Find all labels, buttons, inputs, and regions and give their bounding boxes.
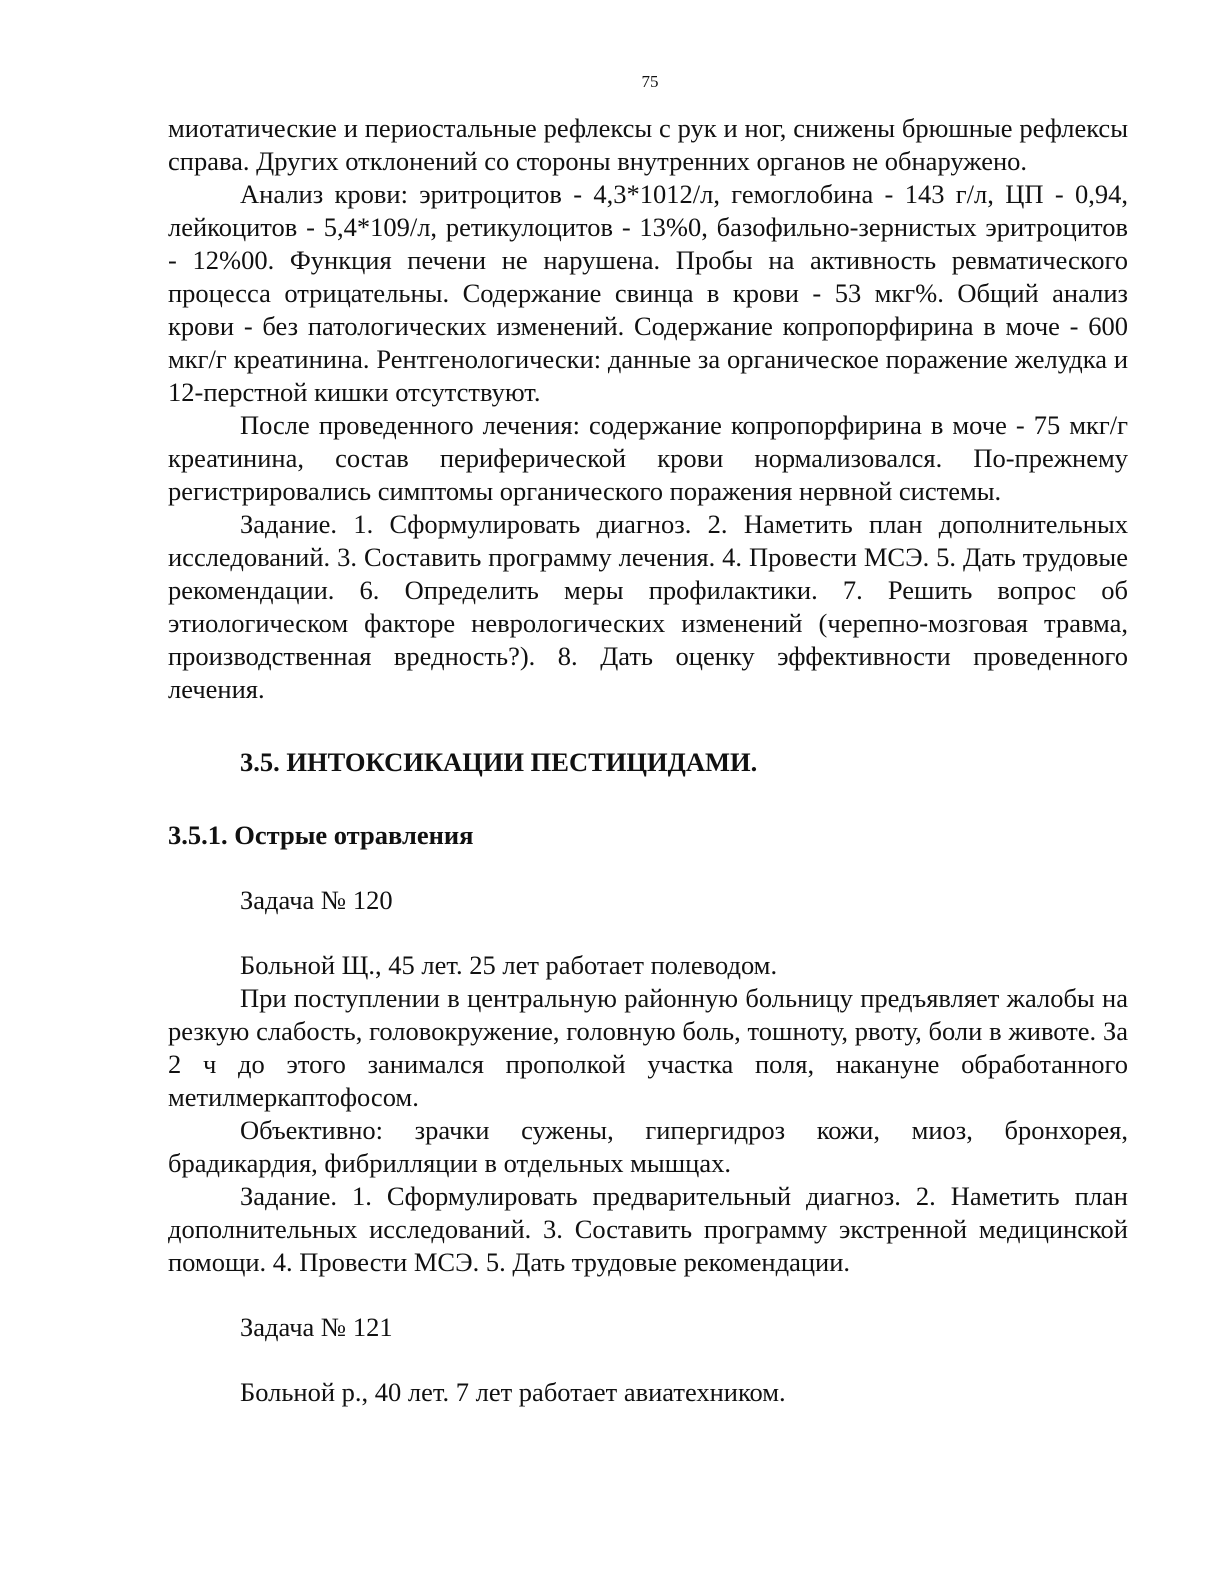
task-120-title: Задача № 120 <box>240 885 393 915</box>
page-number: 75 <box>641 72 659 91</box>
paragraph-after-treatment: После проведенного лечения: содержание копропорфирина в моче - 75 мкг/г креатинина, состав периферической крови нормализовался. По-прежнему регистрировались симптомы органического поражения нервной системы. <box>168 410 1128 506</box>
section-title: 3.5. ИНТОКСИКАЦИИ ПЕСТИЦИДАМИ. <box>240 747 758 777</box>
paragraph-blood-analysis: Анализ крови: эритроцитов - 4,3*1012/л, гемоглобина - 143 г/л, ЦП - 0,94, лейкоцитов - 5,4*109/л, ретикулоцитов - 13%0, базофильно-зернистых эритроцитов - 12%00. Функция печени не нарушена. Пробы на активность ревматического процесса отрицательны. Содержание свинца в крови - 53 мкг%. Общий анализ крови - без патологических изменений. Содержание копропорфирина в моче - 600 мкг/г креатинина. Рентгенологически: данные за органическое поражение желудка и 12-перстной кишки отсутствуют. <box>168 179 1128 407</box>
task-120-complaints: При поступлении в центральную районную больницу предъявляет жалобы на резкую слабость, головокружение, головную боль, тошноту, рвоту, боли в животе. За 2 ч до этого занимался прополкой участка поля, накануне обработанного метилмеркаптофосом. <box>168 983 1128 1112</box>
page-content <box>168 112 1128 1409</box>
task-120-objective: Объективно: зрачки сужены, гипергидроз кожи, миоз, бронхорея, брадикардия, фибрилляции в отдельных мышцах. <box>168 1115 1128 1178</box>
paragraph-reflexes: миотатические и периостальные рефлексы с рук и ног, снижены брюшные рефлексы справа. Других отклонений со стороны внутренних органов не обнаружено. <box>168 113 1128 176</box>
subsection-title: 3.5.1. Острые отравления <box>168 820 474 850</box>
task-120-assignment: Задание. 1. Сформулировать предварительный диагноз. 2. Наметить план дополнительных исследований. 3. Составить программу экстренной медицинской помощи. 4. Провести МСЭ. 5. Дать трудовые рекомендации. <box>168 1181 1128 1277</box>
task-120-patient: Больной Щ., 45 лет. 25 лет работает полеводом. <box>240 950 778 980</box>
paragraph-assignment: Задание. 1. Сформулировать диагноз. 2. Наметить план дополнительных исследований. 3. Составить программу лечения. 4. Провести МСЭ. 5. Дать трудовые рекомендации. 6. Определить меры профилактики. 7. Решить вопрос об этиологическом факторе неврологических изменений (черепно-мозговая травма, производственная вредность?). 8. Дать оценку эффективности проведенного лечения. <box>168 509 1128 704</box>
task-121-patient: Больной р., 40 лет. 7 лет работает авиатехником. <box>240 1377 786 1407</box>
task-121-title: Задача № 121 <box>240 1312 393 1342</box>
